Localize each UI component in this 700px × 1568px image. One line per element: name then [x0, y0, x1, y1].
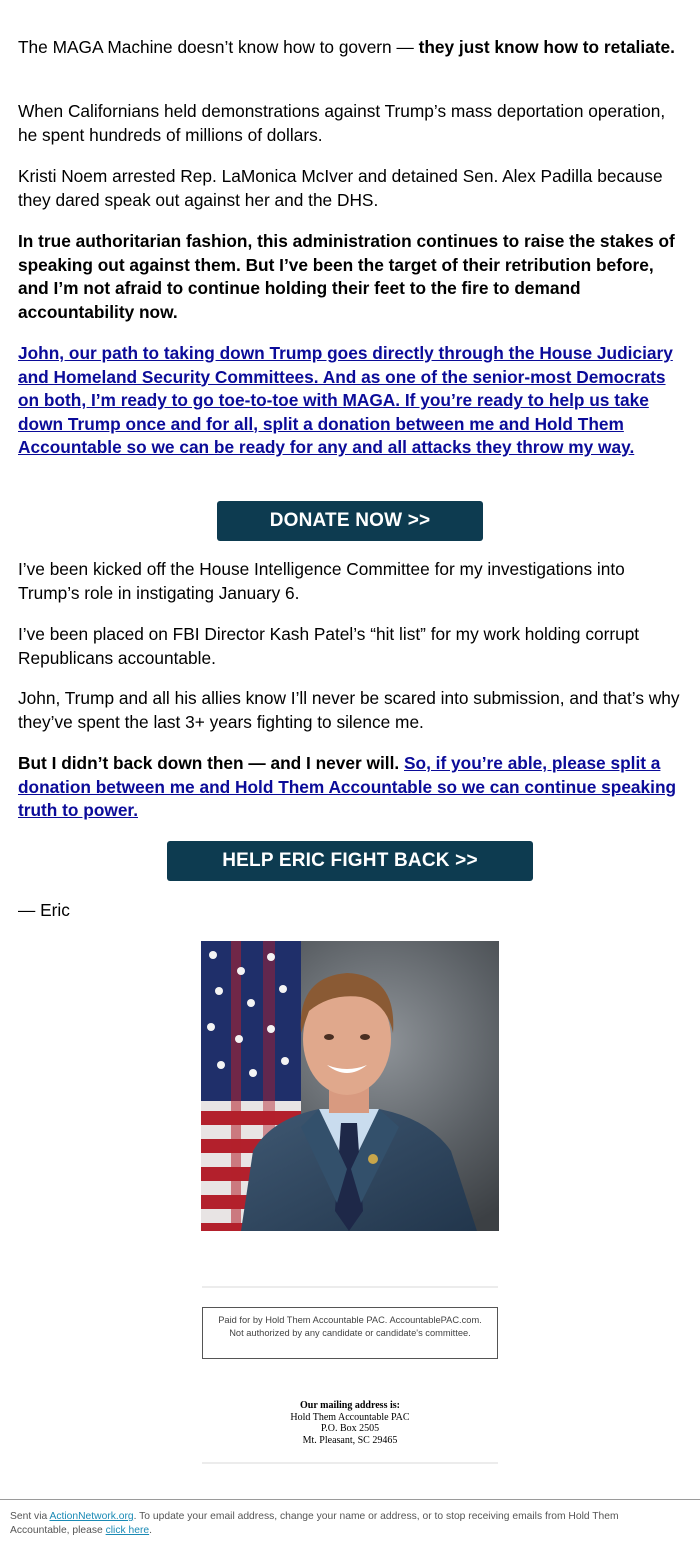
help-eric-fight-back-button[interactable]: HELP ERIC FIGHT BACK >> [167, 841, 533, 881]
mailing-line-org: Hold Them Accountable PAC [290, 1411, 410, 1423]
mailing-line-city: Mt. Pleasant, SC 29465 [302, 1434, 398, 1446]
footer-text [10, 1510, 680, 1538]
paragraph-silence: John, Trump and all his allies know I’ll never be scared into submission, and that’s why they’ve spent the last 3+ years fighting to silence me. [18, 688, 680, 732]
paid-for-disclaimer: Paid for by Hold Them Accountable PAC. AccountablePAC.com. Not authorized by any candidate or candidate's committee. [202, 1307, 498, 1359]
paragraph-authoritarian: In true authoritarian fashion, this administration continues to raise the stakes of speaking out against them. But I’ve been the target of their retribution before, and I’m not afraid to continue holding their feet to the fire to demand accountability now. [18, 231, 675, 322]
divider-top [202, 1286, 498, 1288]
intro-bold-text: they just know how to retaliate. [418, 37, 675, 57]
eric-portrait-photo [201, 941, 499, 1231]
divider-bottom [202, 1462, 498, 1464]
intro-text: The MAGA Machine doesn’t know how to govern — [18, 37, 419, 57]
mailing-address [200, 1400, 500, 1446]
donate-ask-link[interactable]: John, our path to taking down Trump goes directly through the House Judiciary and Homeland Security Committees. And as one of the senior-most Democrats on both, I’m ready to go toe-to-toe with MAGA. If you’re ready to help us take down Trump once and for all, split a donation between me and Hold Them Accountable so we can be ready for any and all attacks they throw my way. [18, 343, 673, 457]
footer-suffix: . [149, 1525, 152, 1536]
unsubscribe-click-here-link[interactable]: click here [105, 1525, 150, 1536]
footer-middle: . To update your email address, change your name or address, or to stop receiving emails from Hold Them Accountable, please [10, 1511, 619, 1536]
paragraph-intelligence: I’ve been kicked off the House Intelligence Committee for my investigations into Trump’s role in instigating January 6. [18, 559, 625, 603]
paragraph-hit-list: I’ve been placed on FBI Director Kash Patel’s “hit list” for my work holding corrupt Republicans accountable. [18, 624, 640, 668]
mailing-heading: Our mailing address is: [300, 1400, 400, 1411]
paragraph-intro [18, 36, 682, 60]
paragraph-donate-link-wrap [18, 342, 682, 460]
paragraph-noem: Kristi Noem arrested Rep. LaMonica McIver and detained Sen. Alex Padilla because they dared speak out against her and the DHS. [18, 166, 663, 210]
mailing-line-box: P.O. Box 2505 [320, 1423, 380, 1434]
paragraph-back-down [18, 752, 682, 823]
footer-divider [0, 1499, 700, 1500]
paragraph-demonstrations: When Californians held demonstrations against Trump’s mass deportation operation, he spent hundreds of millions of dollars. [18, 101, 666, 145]
footer-prefix: Sent via [10, 1511, 50, 1522]
signoff: — Eric [18, 900, 70, 920]
donate-now-button[interactable]: DONATE NOW >> [217, 501, 483, 541]
actionnetwork-link[interactable]: ActionNetwork.org [49, 1511, 134, 1522]
back-down-bold-text: But I didn’t back down then — and I never will. [18, 753, 404, 773]
split-donation-link[interactable]: So, if you’re able, please split a donation between me and Hold Them Accountable so we can continue speaking truth to power. [18, 753, 677, 820]
